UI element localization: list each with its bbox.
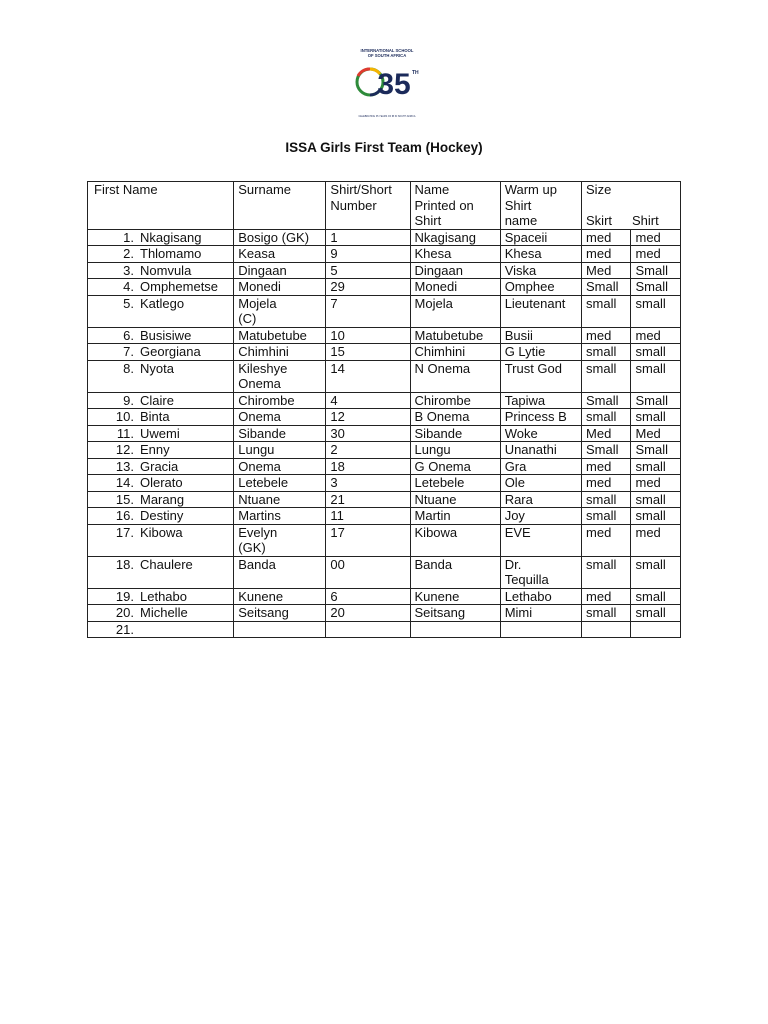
cell-number: 17 (326, 524, 410, 556)
cell-surname (234, 409, 326, 426)
cell-surname (234, 327, 326, 344)
cell-printed-name: Ntuane (410, 491, 500, 508)
issa-35th-anniversary-logo (350, 44, 424, 122)
cell-skirt-size: med (582, 524, 631, 556)
warmup-text: Dr. (504, 556, 522, 572)
cell-first-name (88, 508, 234, 525)
first-name-text: Gracia (140, 458, 179, 474)
cell-number: 7 (326, 295, 410, 327)
cell-printed-name: Kibowa (410, 524, 500, 556)
warmup-text: Mimi (504, 605, 533, 620)
warmup-text: Woke (504, 425, 538, 441)
cell-skirt-size: small (582, 344, 631, 361)
cell-number: 4 (326, 392, 410, 409)
team-roster-table (87, 181, 681, 638)
row-number: 16. (115, 508, 134, 523)
header-size-label: Size (586, 182, 612, 197)
first-name-text: Enny (140, 442, 170, 457)
row-number: 9. (123, 392, 134, 408)
row-number: 15. (115, 491, 134, 507)
cell-skirt-size: med (582, 588, 631, 605)
cell-first-name (88, 229, 234, 246)
cell-skirt-size: small (582, 605, 631, 622)
cell-surname (234, 491, 326, 508)
header-printed-name (410, 182, 500, 230)
cell-warmup-name (500, 360, 581, 392)
row-number: 3. (123, 262, 134, 278)
surname-text: Dingaan (238, 262, 287, 278)
header-warmup-line1: Warm up (504, 182, 557, 197)
cell-number: 6 (326, 588, 410, 605)
cell-skirt-size: med (582, 246, 631, 263)
cell-first-name (88, 246, 234, 263)
cell-skirt-size: small (582, 491, 631, 508)
cell-surname (234, 508, 326, 525)
row-number: 13. (115, 458, 134, 474)
cell-warmup-name (500, 442, 581, 459)
table-row (88, 246, 681, 263)
surname-text: Bosigo (GK) (238, 229, 310, 245)
cell-skirt-size: small (582, 409, 631, 426)
row-number: 21. (115, 621, 134, 637)
header-first-name (88, 182, 234, 230)
cell-surname (234, 621, 326, 638)
cell-printed-name (410, 621, 500, 638)
cell-printed-name: Mojela (410, 295, 500, 327)
warmup-text: Trust God (504, 360, 563, 376)
row-number: 8. (123, 360, 134, 376)
cell-first-name (88, 360, 234, 392)
cell-printed-name: Seitsang (410, 605, 500, 622)
row-number: 5. (123, 295, 134, 311)
cell-skirt-size: small (582, 556, 631, 588)
first-name-text: Lethabo (140, 588, 187, 604)
row-number: 2. (123, 246, 134, 261)
cell-shirt-size: small (631, 508, 681, 525)
cell-number: 9 (326, 246, 410, 263)
header-skirt-label: Skirt (586, 213, 613, 228)
table-row (88, 442, 681, 459)
table-row (88, 475, 681, 492)
cell-shirt-size: Small (631, 262, 681, 279)
cell-number: 20 (326, 605, 410, 622)
cell-shirt-size: small (631, 295, 681, 327)
cell-warmup-name (500, 327, 581, 344)
cell-first-name (88, 327, 234, 344)
row-number: 11. (116, 425, 134, 441)
cell-shirt-size: small (631, 605, 681, 622)
row-number: 10. (115, 409, 134, 424)
warmup-text: Viska (504, 262, 537, 278)
table-row (88, 262, 681, 279)
surname-text: Onema (238, 458, 281, 474)
cell-skirt-size: Small (582, 442, 631, 459)
cell-shirt-size: med (631, 475, 681, 492)
header-number-line1: Shirt/Short (330, 182, 392, 197)
surname-text: Lungu (238, 442, 275, 457)
cell-skirt-size: small (582, 360, 631, 392)
cell-surname (234, 246, 326, 263)
surname-text: Chimhini (238, 344, 289, 359)
cell-first-name (88, 279, 234, 296)
cell-number: 21 (326, 491, 410, 508)
header-warmup-name (500, 182, 581, 230)
surname-text: Letebele (238, 475, 289, 490)
cell-skirt-size: Med (582, 425, 631, 442)
table-row (88, 425, 681, 442)
row-number: 12. (115, 442, 134, 457)
cell-printed-name: Letebele (410, 475, 500, 492)
first-name-text: Katlego (140, 295, 185, 311)
cell-printed-name: Sibande (410, 425, 500, 442)
warmup-text-line2: Tequilla (504, 572, 549, 587)
header-number (326, 182, 410, 230)
cell-first-name (88, 262, 234, 279)
cell-shirt-size: med (631, 524, 681, 556)
cell-warmup-name (500, 556, 581, 588)
first-name-text: Nomvula (140, 262, 192, 278)
cell-warmup-name (500, 425, 581, 442)
cell-printed-name: Banda (410, 556, 500, 588)
first-name-text: Busisiwe (140, 327, 192, 343)
cell-shirt-size: Small (631, 392, 681, 409)
table-row (88, 360, 681, 392)
cell-warmup-name (500, 229, 581, 246)
cell-skirt-size: Small (582, 279, 631, 296)
cell-skirt-size: med (582, 327, 631, 344)
surname-text: Matubetube (238, 327, 307, 343)
cell-number: 15 (326, 344, 410, 361)
table-row (88, 491, 681, 508)
cell-printed-name: Khesa (410, 246, 500, 263)
header-shirt-label: Shirt (632, 213, 659, 228)
cell-surname (234, 425, 326, 442)
cell-surname (234, 344, 326, 361)
logo-tagline: CELEBRATING 35 YEARS OF IB IN SOUTH AFRICA (358, 115, 416, 118)
first-name-text: Nyota (140, 360, 174, 376)
warmup-text: Joy (504, 508, 525, 523)
cell-skirt-size: small (582, 508, 631, 525)
cell-first-name (88, 588, 234, 605)
cell-number: 30 (326, 425, 410, 442)
table-row (88, 295, 681, 327)
first-name-text: Marang (140, 491, 185, 507)
cell-printed-name: Chimhini (410, 344, 500, 361)
warmup-text: Lethabo (504, 588, 552, 604)
row-number: 1. (123, 229, 134, 245)
warmup-text: Omphee (504, 279, 555, 294)
cell-surname (234, 588, 326, 605)
cell-number: 11 (326, 508, 410, 525)
cell-shirt-size: small (631, 491, 681, 508)
warmup-text: Gra (504, 458, 527, 474)
table-row (88, 605, 681, 622)
table-row (88, 458, 681, 475)
warmup-text: Khesa (504, 246, 542, 261)
table-row (88, 524, 681, 556)
warmup-text: Spaceii (504, 229, 548, 245)
surname-text-line2: (C) (238, 311, 257, 326)
cell-skirt-size: Med (582, 262, 631, 279)
cell-first-name (88, 475, 234, 492)
surname-text: Martins (238, 508, 281, 523)
cell-first-name (88, 344, 234, 361)
table-header-row (88, 182, 681, 230)
table-row (88, 344, 681, 361)
warmup-text: G Lytie (504, 344, 546, 359)
cell-warmup-name (500, 524, 581, 556)
cell-first-name (88, 295, 234, 327)
row-number: 7. (123, 344, 134, 359)
warmup-text: Unanathi (504, 442, 557, 457)
cell-warmup-name (500, 475, 581, 492)
cell-warmup-name (500, 262, 581, 279)
row-number: 17. (115, 524, 134, 540)
cell-skirt-size: Small (582, 392, 631, 409)
surname-text-line2: (GK) (238, 540, 266, 555)
surname-text: Keasa (238, 246, 276, 261)
first-name-text: Nkagisang (140, 229, 202, 245)
cell-number: 2 (326, 442, 410, 459)
header-warmup-line3: name (504, 213, 538, 228)
cell-skirt-size: med (582, 229, 631, 246)
cell-first-name (88, 425, 234, 442)
row-number: 18. (115, 556, 134, 572)
cell-surname (234, 392, 326, 409)
header-warmup-line2: Shirt (504, 197, 532, 213)
cell-shirt-size: small (631, 360, 681, 392)
cell-number: 00 (326, 556, 410, 588)
cell-skirt-size: med (582, 475, 631, 492)
cell-surname (234, 262, 326, 279)
surname-text: Banda (238, 556, 276, 572)
cell-first-name (88, 409, 234, 426)
surname-text: Kunene (238, 588, 284, 604)
cell-printed-name: Matubetube (410, 327, 500, 344)
cell-warmup-name (500, 508, 581, 525)
cell-surname (234, 279, 326, 296)
cell-surname (234, 442, 326, 459)
table-row (88, 409, 681, 426)
cell-first-name (88, 458, 234, 475)
warmup-text: EVE (504, 524, 531, 540)
cell-printed-name: Monedi (410, 279, 500, 296)
cell-printed-name: Dingaan (410, 262, 500, 279)
cell-surname (234, 360, 326, 392)
surname-text: Evelyn (238, 524, 278, 540)
header-first-name-label: First Name (94, 182, 158, 197)
warmup-text: Tapiwa (504, 392, 546, 408)
cell-surname (234, 458, 326, 475)
cell-number: 1 (326, 229, 410, 246)
cell-shirt-size: small (631, 588, 681, 605)
cell-printed-name: Martin (410, 508, 500, 525)
cell-number: 12 (326, 409, 410, 426)
cell-skirt-size: small (582, 295, 631, 327)
cell-number: 3 (326, 475, 410, 492)
cell-printed-name: Lungu (410, 442, 500, 459)
surname-text: Chirombe (238, 392, 295, 408)
warmup-text: Rara (504, 491, 533, 507)
table-row (88, 588, 681, 605)
cell-first-name (88, 621, 234, 638)
logo-school-name-line2: OF SOUTH AFRICA (367, 53, 407, 58)
cell-warmup-name (500, 605, 581, 622)
cell-printed-name: Nkagisang (410, 229, 500, 246)
cell-shirt-size: small (631, 458, 681, 475)
cell-skirt-size (582, 621, 631, 638)
cell-shirt-size: small (631, 556, 681, 588)
school-logo (350, 44, 424, 122)
surname-text: Ntuane (238, 491, 281, 507)
cell-warmup-name (500, 409, 581, 426)
cell-surname (234, 295, 326, 327)
cell-first-name (88, 524, 234, 556)
cell-printed-name: Chirombe (410, 392, 500, 409)
header-printed-line2: Printed on (414, 197, 474, 213)
header-printed-line1: Name (414, 182, 450, 197)
cell-number: 18 (326, 458, 410, 475)
cell-number: 10 (326, 327, 410, 344)
first-name-text: Uwemi (140, 425, 180, 441)
surname-text: Mojela (238, 295, 277, 311)
cell-shirt-size: small (631, 344, 681, 361)
cell-surname (234, 229, 326, 246)
cell-surname (234, 475, 326, 492)
warmup-text: Busii (504, 327, 533, 343)
cell-surname (234, 556, 326, 588)
cell-warmup-name (500, 295, 581, 327)
first-name-text: Binta (140, 409, 170, 424)
first-name-text: Michelle (140, 605, 188, 620)
header-surname: Surname (234, 182, 326, 230)
first-name-text: Georgiana (140, 344, 201, 359)
row-number: 4. (123, 279, 134, 294)
header-printed-line3: Shirt (414, 213, 442, 228)
cell-shirt-size (631, 621, 681, 638)
surname-text: Onema (238, 409, 281, 424)
table-row (88, 621, 681, 638)
cell-warmup-name (500, 621, 581, 638)
cell-number: 14 (326, 360, 410, 392)
logo-anniversary-number: 35 (377, 68, 411, 101)
first-name-text: Chaulere (140, 556, 193, 572)
table-row (88, 327, 681, 344)
cell-first-name (88, 605, 234, 622)
cell-first-name (88, 392, 234, 409)
surname-text: Seitsang (238, 605, 289, 620)
table-row (88, 392, 681, 409)
cell-shirt-size: med (631, 246, 681, 263)
surname-text: Kileshye (238, 360, 288, 376)
first-name-text: Olerato (140, 475, 183, 490)
warmup-text: Lieutenant (504, 295, 566, 311)
cell-shirt-size: med (631, 327, 681, 344)
surname-text-line2: Onema (238, 376, 281, 391)
header-size (582, 182, 681, 230)
first-name-text: Claire (140, 392, 174, 408)
cell-printed-name: Kunene (410, 588, 500, 605)
table-row (88, 508, 681, 525)
cell-printed-name: G Onema (410, 458, 500, 475)
cell-skirt-size: med (582, 458, 631, 475)
cell-printed-name: N Onema (410, 360, 500, 392)
cell-surname (234, 524, 326, 556)
warmup-text: Ole (504, 475, 525, 490)
cell-number (326, 621, 410, 638)
row-number: 20. (115, 605, 134, 620)
cell-first-name (88, 491, 234, 508)
table-row (88, 556, 681, 588)
surname-text: Sibande (238, 425, 286, 441)
cell-printed-name: B Onema (410, 409, 500, 426)
table-row (88, 229, 681, 246)
cell-warmup-name (500, 392, 581, 409)
cell-warmup-name (500, 246, 581, 263)
cell-number: 5 (326, 262, 410, 279)
logo-anniversary-suffix: TH (412, 70, 419, 76)
cell-warmup-name (500, 491, 581, 508)
cell-shirt-size: Med (631, 425, 681, 442)
warmup-text: Princess B (504, 409, 567, 424)
cell-shirt-size: Small (631, 279, 681, 296)
header-number-line2: Number (330, 197, 377, 213)
cell-warmup-name (500, 279, 581, 296)
first-name-text: Thlomamo (140, 246, 202, 261)
page-title: ISSA Girls First Team (Hockey) (285, 140, 483, 155)
logo-school-name-line1: INTERNATIONAL SCHOOL (360, 48, 414, 53)
table-row (88, 279, 681, 296)
cell-first-name (88, 442, 234, 459)
surname-text: Monedi (238, 279, 281, 294)
cell-surname (234, 605, 326, 622)
cell-warmup-name (500, 344, 581, 361)
first-name-text: Omphemetse (140, 279, 219, 294)
cell-shirt-size: small (631, 409, 681, 426)
first-name-text: Kibowa (140, 524, 183, 540)
cell-warmup-name (500, 458, 581, 475)
row-number: 6. (123, 327, 134, 343)
row-number: 14. (115, 475, 134, 490)
cell-number: 29 (326, 279, 410, 296)
cell-shirt-size: med (631, 229, 681, 246)
cell-warmup-name (500, 588, 581, 605)
row-number: 19. (115, 588, 134, 604)
cell-shirt-size: Small (631, 442, 681, 459)
first-name-text: Destiny (140, 508, 184, 523)
cell-first-name (88, 556, 234, 588)
